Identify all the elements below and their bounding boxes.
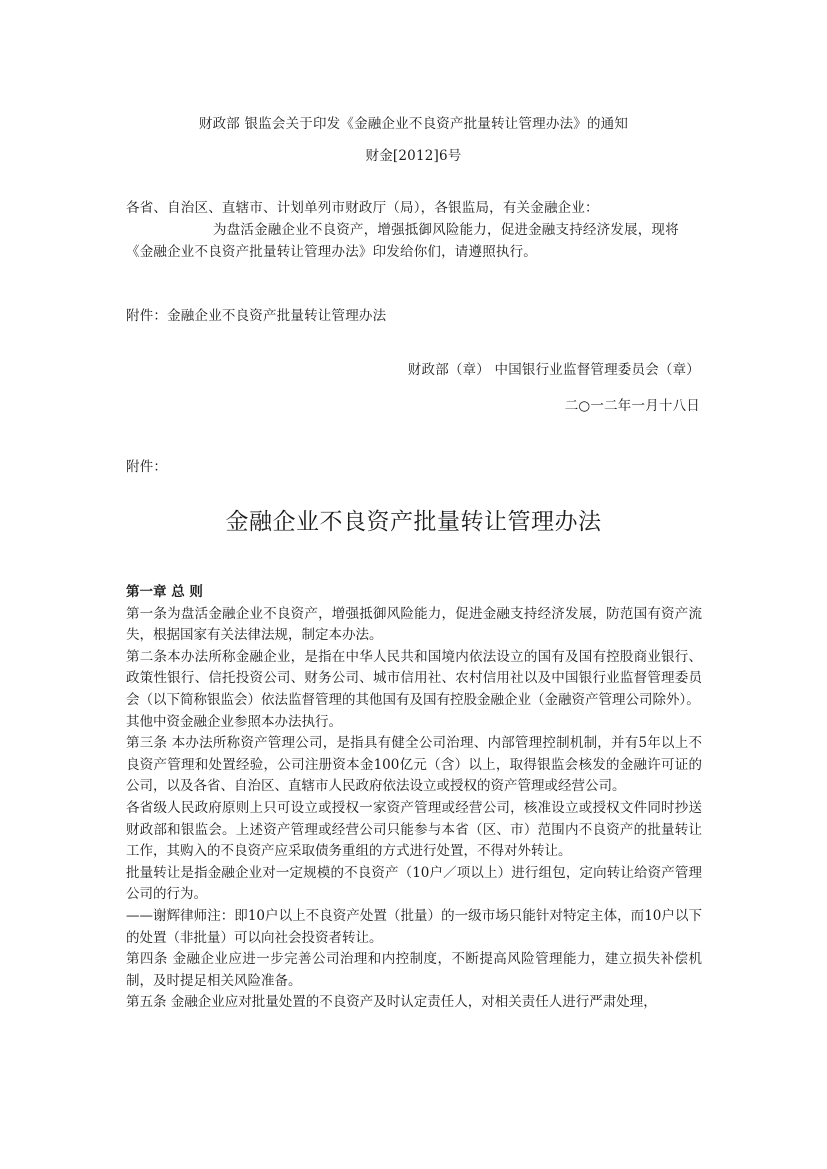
chapter-heading: 第一章 总 则: [126, 584, 203, 600]
article-paragraph: 第二条本办法所称金融企业，是指在中华人民共和国境内依法设立的国有及国有控股商业银行、政策性银行、信托投资公司、财务公司、城市信用社、农村信用社以及中国银行业监督管理委员会（以下简称银监会）依法监督管理的其他国有及国有控股金融企业（金融资产管理公司除外）。: [126, 648, 702, 708]
article-paragraph: 第四条 金融企业应进一步完善公司治理和内控制度，不断提高风险管理能力，建立损失补偿机制，及时提足相关风险准备。: [126, 951, 702, 989]
regulation-title: 金融企业不良资产批量转让管理办法: [225, 509, 602, 535]
article-paragraph: 第三条 本办法所称资产管理公司，是指具有健全公司治理、内部管理控制机制，并有5年以上不良资产管理和处置经验，公司注册资本金100亿元（含）以上，取得银监会核发的金融许可证的公司，以及各省、自治区、直辖市人民政府依法设立或授权的资产管理或经营公司。: [126, 735, 702, 795]
intro-text-line-2: 《金融企业不良资产批量转让管理办法》印发给你们，请遵照执行。: [126, 244, 537, 260]
article-paragraph: 第一条为盘活金融企业不良资产，增强抵御风险能力，促进金融支持经济发展，防范国有资产流失，根据国家有关法律法规，制定本办法。: [126, 605, 702, 644]
attachment-note: 附件：金融企业不良资产批量转让管理办法: [126, 308, 387, 324]
article-paragraph: 各省级人民政府原则上只可设立或授权一家资产管理或经营公司，核准设立或授权文件同时抄送财政部和银监会。上述资产管理或经营公司只能参与本省（区、市）范围内不良资产的批量转让工作，其购入的不良资产应采取债务重组的方式进行处置，不得对外转让。: [126, 799, 702, 860]
lawyer-note: ——谢辉律师注：即10户以上不良资产处置（批量）的一级市场只能针对特定主体，而10户以下的处置（非批量）可以向社会投资者转让。: [126, 907, 702, 946]
attachment-label: 附件：: [126, 459, 168, 475]
article-paragraph: 其他中资金融企业参照本办法执行。: [126, 713, 342, 730]
article-paragraph: 第五条 金融企业应对批量处置的不良资产及时认定责任人，对相关责任人进行严肃处理，: [126, 994, 657, 1011]
issuers-signature: 财政部（章） 中国银行业监督管理委员会（章）: [407, 362, 700, 378]
notice-title: 财政部 银监会关于印发《金融企业不良资产批量转让管理办法》的通知: [198, 116, 629, 132]
document-number: 财金[2012]6号: [365, 148, 462, 164]
intro-text-line-1: 为盘活金融企业不良资产，增强抵御风险能力，促进金融支持经济发展，现将: [213, 222, 679, 238]
article-paragraph: 批量转让是指金融企业对一定规模的不良资产（10户／项以上）进行组包，定向转让给资产管理公司的行为。: [126, 864, 702, 903]
regulation-body: [126, 582, 702, 1014]
issue-date: 二○一二年一月十八日: [564, 398, 700, 414]
addressee: 各省、自治区、直辖市、计划单列市财政厅（局），各银监局，有关金融企业：: [126, 200, 599, 216]
